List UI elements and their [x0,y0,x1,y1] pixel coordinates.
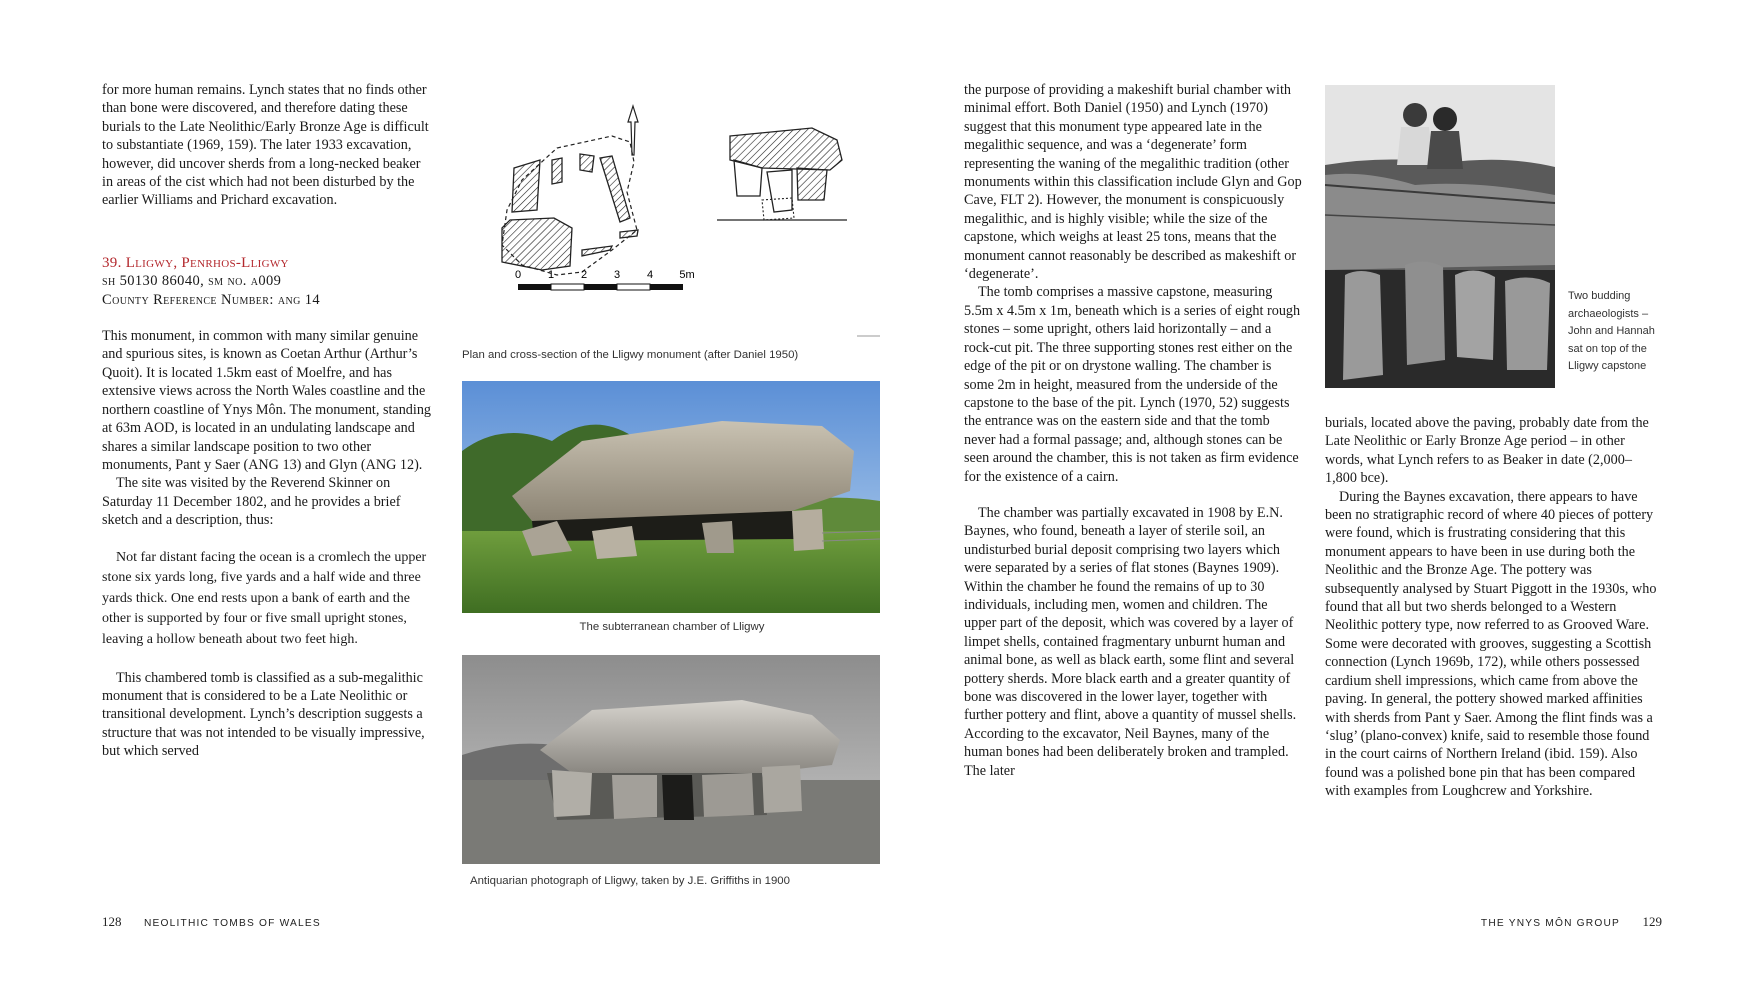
scale-label: 1 [547,269,555,281]
paragraph: The site was visited by the Reverend Skinner on Saturday 11 December 1802, and he provides a brief sketch and a description, thus: [102,475,401,529]
running-head: NEOLITHIC TOMBS OF WALES [143,918,321,929]
scale-label: 2 [580,269,588,281]
scale-label: 0 [514,269,522,281]
scale-label: 4 [646,269,654,281]
block-quote: Not far distant facing the ocean is a cromlech the upper stone six yards long, five yards and a half wide and three yards thick. One end rests upon a bank of earth and the other is supported by four or five small upright stones, leaving a hollow beneath about two feet high. [102,549,427,647]
photo-antiquarian [462,655,880,864]
left-footer [102,913,321,931]
county-reference: County Reference Number: ang 14 [102,291,321,308]
right-column-text-1 [964,81,1302,780]
paragraph: During the Baynes excavation, there appears to have been no stratigraphic record of where 40 pieces of pottery were found, which is frustrating considering that this monument appears to have been in use during both the Neolithic and the Bronze Age. The pottery was subsequently analysed by Stuart Piggott in the 1930s, who found that all but two sherds belonged to a Western Neolithic pottery type, now referred to as Grooved Ware. Some were decorated with grooves, suggesting a Scottish connection (Lynch 1969b, 172), while others possessed cardium shell impressions, which came from above the paving. In general, the pottery showed marked affinities with sherds from Pant y Saer. Among the flint finds was a ‘slug’ (plano-convex) knife, said to resemble those found in the court cairns of Northern Ireland (ibid. 159). Also found was a polished bone pin that has been compared with examples from Loughcrew and Yorkshire. [1325,488,1657,800]
page-number: 128 [102,914,122,929]
paragraph: for more human remains. Lynch states that no finds other than bone were discovered, and therefore dating these burials to the Late Neolithic/Early Bronze Age is difficult to substantiate (1969, 159). The later 1933 excavation, however, did uncover sherds from a long-necked beaker in areas of the cist which had not been disturbed by the earlier Williams and Prichard excavation. [102,82,429,209]
photo2-caption: Antiquarian photograph of Lligwy, taken by J.E. Griffiths in 1900 [470,875,790,887]
photo-caption-archaeologists: Two budding archaeologists – John and Hannah sat on top of the Lligwy capstone [1568,290,1655,372]
right-footer [1481,913,1662,931]
left-column-text [102,81,432,761]
scale-label: 3 [613,269,621,281]
paragraph: This monument, in common with many similar genuine and spurious sites, is known as Coetan Arthur (Arthur’s Quoit). It is located 1.5km east of Moelfre, and has extensive views across the North Wales coastline and the northern coastline of Ynys Môn. The monument, standing at 63m AOD, is located in an undulating landscape and shares a similar landscape position to two other monuments, Pant y Saer (ANG 13) and Glyn (ANG 12). [102,328,432,473]
plan-caption: Plan and cross-section of the Lligwy monument (after Daniel 1950) [462,349,799,361]
scale-label: 5m [679,269,695,281]
right-column-text-2 [1325,414,1663,801]
paragraph: The tomb comprises a massive capstone, measuring 5.5m x 4.5m x 1m, beneath which is a series of eight rough stones – some upright, others laid horizontally – and a rock-cut pit. The three supporting stones rest either on the edge of the pit or on drystone walling. The chamber is some 2m in height, measured from the underside of the capstone to the base of the pit. Lynch (1970, 52) suggests the entrance was on the eastern side and that the tomb never had a formal passage; and, although stones can be seen around the chamber, this is not taken as firm evidence for the existence of a cairn. [964,284,1301,485]
section-heading: 39. Lligwy, Penrhos-Lligwy [102,254,289,271]
page-number: 129 [1642,914,1662,929]
grid-reference: sh 50130 86040, sm no. a009 [102,273,282,290]
plan-drawing [462,100,882,345]
running-head: THE YNYS MÔN GROUP [1480,918,1621,929]
photo-subterranean-chamber [462,381,880,613]
paragraph: burials, located above the paving, probably date from the Late Neolithic or Early Bronze Age period – in other words, what Lynch refers to as Beaker in date (2,000–1,800 bce). [1325,415,1649,487]
paragraph: The chamber was partially excavated in 1908 by E.N. Baynes, who found, beneath a layer of sterile soil, an undisturbed burial deposit comprising two layers which were separated by a series of flat stones (Baynes 1909). Within the chamber he found the remains of up to 30 individuals, including men, women and children. The upper part of the deposit, which was covered by a layer of limpet shells, contained fragmentary unburnt human and animal bone, as well as black earth, some flint and several pottery sherds. More black earth and a greater quantity of bone was discovered in the lower layer, together with further pottery and flint, above a quantity of mussel shells. According to the excavator, Neil Baynes, many of the human bones had been deliberately broken and trampled. The later [964,504,1297,779]
photo-archaeologists [1325,85,1555,388]
paragraph: the purpose of providing a makeshift burial chamber with minimal effort. Both Daniel (1950) and Lynch (1970) suggest that this monument type appeared late in the megalithic sequence, and was a ‘degenerate’ form representing the waning of the megalithic tradition (other monuments within this classification include Glyn and Gop Cave, FLT 2). However, the monument is conspicuously megalithic, and is highly visible; while the size of the capstone, which weighs at least 25 tons, means that the monument cannot reasonably be described as makeshift or ‘degenerate’. [964,82,1302,283]
photo1-caption: The subterranean chamber of Lligwy [579,621,765,633]
paragraph: This chambered tomb is classified as a sub-megalithic monument that is considered to be a Late Neolithic or transitional development. Lynch’s description suggests a structure that was not intended to be visually impressive, but which served [102,669,425,760]
